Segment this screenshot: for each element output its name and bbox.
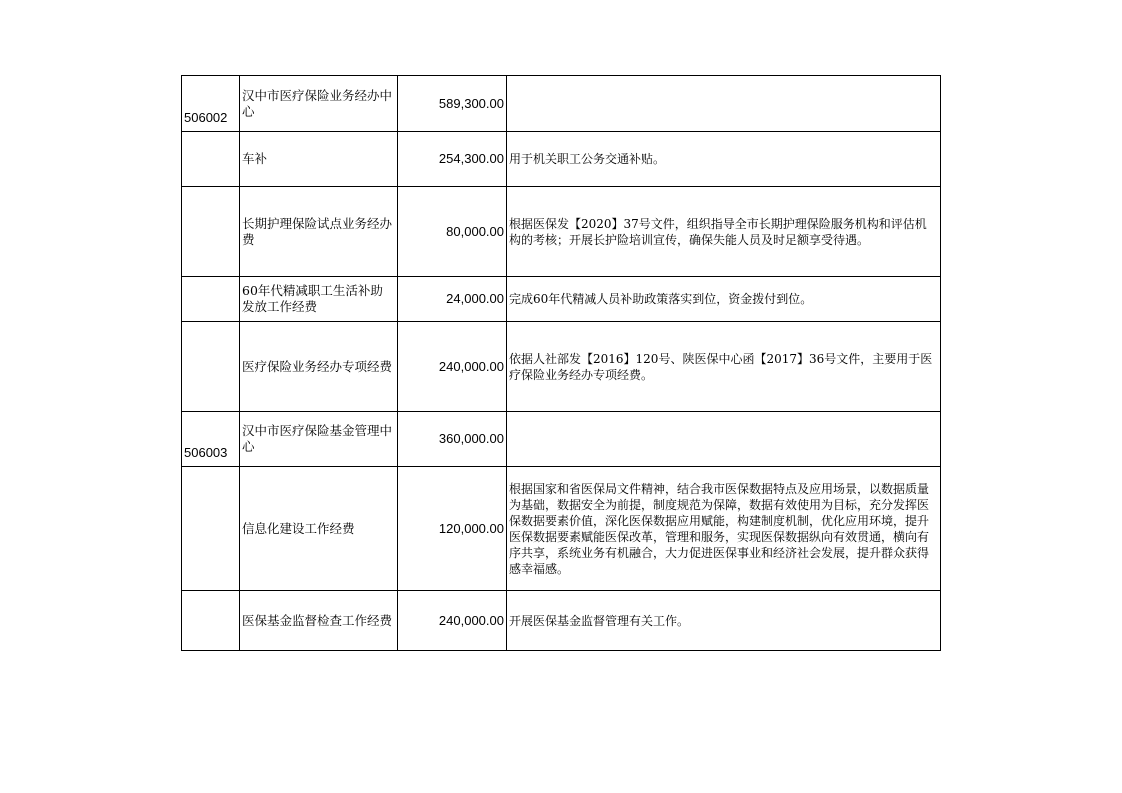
unit-code-cell (182, 277, 240, 322)
unit-code-cell: 506003 (182, 412, 240, 467)
item-name-cell: 车补 (240, 132, 398, 187)
description-cell: 依据人社部发【2016】120号、陕医保中心函【2017】36号文件，主要用于医疗保险业务经办专项经费。 (507, 322, 941, 412)
unit-code-cell (182, 322, 240, 412)
table-row (182, 277, 941, 322)
unit-code-cell (182, 132, 240, 187)
description-cell: 根据医保发【2020】37号文件，组织指导全市长期护理保险服务机构和评估机构的考核；开展长护险培训宣传，确保失能人员及时足额享受待遇。 (507, 187, 941, 277)
table-row (182, 76, 941, 132)
item-name-cell: 医保基金监督检查工作经费 (240, 591, 398, 651)
table-row (182, 591, 941, 651)
table-row (182, 412, 941, 467)
unit-code-cell: 506002 (182, 76, 240, 132)
amount-cell: 360,000.00 (398, 412, 507, 467)
item-name-cell: 信息化建设工作经费 (240, 467, 398, 591)
table-row (182, 322, 941, 412)
table-row (182, 467, 941, 591)
amount-cell: 254,300.00 (398, 132, 507, 187)
description-cell: 用于机关职工公务交通补贴。 (507, 132, 941, 187)
unit-code-cell (182, 467, 240, 591)
amount-cell: 120,000.00 (398, 467, 507, 591)
description-cell (507, 76, 941, 132)
amount-cell: 240,000.00 (398, 322, 507, 412)
description-cell: 完成60年代精减人员补助政策落实到位，资金拨付到位。 (507, 277, 941, 322)
description-cell (507, 412, 941, 467)
item-name-cell: 60年代精减职工生活补助发放工作经费 (240, 277, 398, 322)
table-row (182, 187, 941, 277)
amount-cell: 240,000.00 (398, 591, 507, 651)
table-row (182, 132, 941, 187)
item-name-cell: 汉中市医疗保险业务经办中心 (240, 76, 398, 132)
item-name-cell: 长期护理保险试点业务经办费 (240, 187, 398, 277)
description-cell: 开展医保基金监督管理有关工作。 (507, 591, 941, 651)
item-name-cell: 医疗保险业务经办专项经费 (240, 322, 398, 412)
amount-cell: 24,000.00 (398, 277, 507, 322)
item-name-cell: 汉中市医疗保险基金管理中心 (240, 412, 398, 467)
unit-code-cell (182, 187, 240, 277)
budget-table (181, 75, 941, 651)
unit-code-cell (182, 591, 240, 651)
amount-cell: 80,000.00 (398, 187, 507, 277)
description-cell: 根据国家和省医保局文件精神，结合我市医保数据特点及应用场景，以数据质量为基础，数据安全为前提，制度规范为保障，数据有效使用为目标，充分发挥医保数据要素价值，深化医保数据应用赋能，构建制度机制，优化应用环境，提升医保数据要素赋能医保改革，管理和服务，实现医保数据纵向有效贯通，横向有序共享，系统业务有机融合，大力促进医保事业和经济社会发展，提升群众获得感幸福感。 (507, 467, 941, 591)
amount-cell: 589,300.00 (398, 76, 507, 132)
